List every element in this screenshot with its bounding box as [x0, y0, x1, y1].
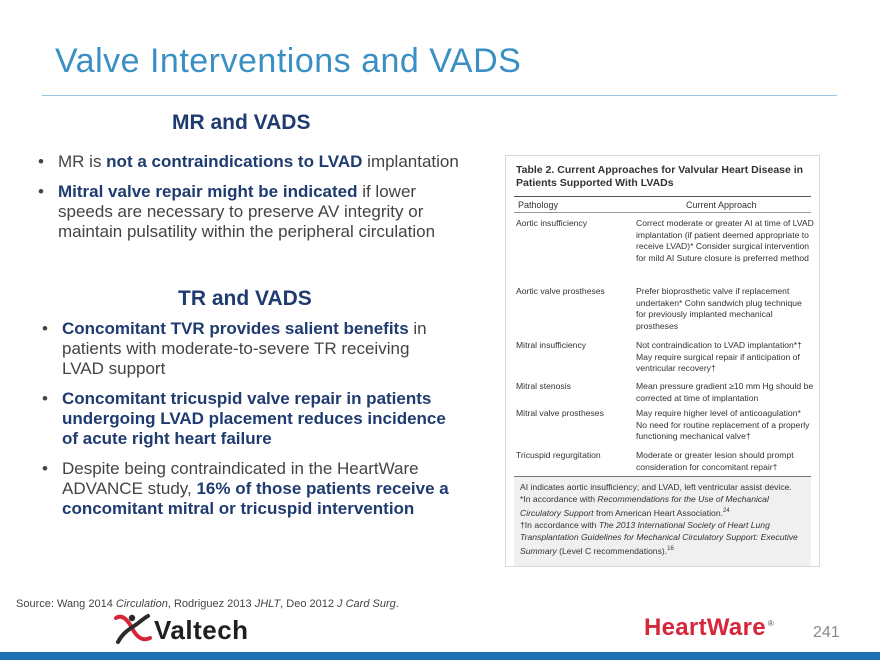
tr-bullet-2: • Concomitant tricuspid valve repair in patients undergoing LVAD placement reduces incidence of acute right heart failure — [38, 389, 453, 449]
slide-title: Valve Interventions and VADS — [55, 42, 522, 80]
table-header-rule — [514, 212, 811, 213]
source-citation: Source: Wang 2014 Circulation, Rodriguez 2013 JHLT, Deo 2012 J Card Surg. — [16, 598, 399, 610]
page-number: 241 — [813, 624, 840, 641]
table-col-pathology: Pathology — [518, 200, 559, 210]
tr-bullet-1: • Concomitant TVR provides salient benefits in patients with moderate-to-severe TR receiving LVAD support — [38, 319, 453, 379]
valve-table-figure: Table 2. Current Approaches for Valvular Heart Disease in Patients Supported With LVADs Pathology Current Approach Aortic insufficiency Correct moderate or greater AI at time of LVAD implantation (if patient deemed appropriate to receive LVAD)* Consider surgical intervention for mild AI Suture closure is preferred method Aortic valve prostheses Prefer bioprosthetic valve if replacement undertaken* Cohn sandwich plug technique for previously implanted mechanical prostheses Mitral insufficiency Not contraindication to LVAD implantation*† May require surgical repair if anticipation of ventricular recovery† Mitral stenosis Mean pressure gradient ≥10 mm Hg should be corrected at time of implantation Mitral valve prostheses May require higher level of anticoagulation* No need for routine replacement of a properly functioning mechanical valve† Tricuspid regurgitation Moderate or greater lesion should prompt consideration for concomitant repair† AI indicates aortic insufficiency; and LVAD, left ventricular assist device. *In accordance with Recommendations for the Use of Mechanical Circulatory Support from American Heart Association.$^{24}$ †In accordance with The 2013 International Society of Heart Lung Transplantation Guidelines for Mechanical Circulatory Support: Executive Summary (Level C recommendations).$^{16}$ — [505, 155, 820, 567]
tr-section-heading: TR and VADS — [178, 287, 312, 310]
footer-bar — [0, 652, 880, 660]
valtech-logo-icon — [112, 612, 154, 648]
mr-bullet-1: • MR is not a contraindications to LVAD implantation — [34, 152, 464, 172]
valtech-logo — [112, 612, 249, 648]
valtech-logo-text: Valtech — [154, 614, 249, 645]
mr-bullet-list — [34, 152, 464, 252]
table-footnotes — [514, 476, 811, 566]
table-top-rule — [514, 196, 811, 197]
footnote-abbrev: AI indicates aortic insufficiency; and LVAD, left ventricular assist device. — [520, 482, 792, 492]
footnote-dagger: †In accordance with The 2013 International Society of Heart Lung Transplantation Guidelines for Mechanical Circulatory Support: Executive Summary (Level C recommendations).$^{16}$ — [520, 519, 798, 556]
title-divider — [42, 95, 837, 96]
tr-bullet-3: • Despite being contraindicated in the HeartWare ADVANCE study, 16% of those patients receive a concomitant mitral or tricuspid intervention — [38, 459, 453, 519]
tr-bullet-list — [38, 319, 453, 529]
table-caption: Table 2. Current Approaches for Valvular Heart Disease in Patients Supported With LVADs — [516, 164, 804, 189]
footnote-star: *In accordance with Recommendations for the Use of Mechanical Circulatory Support from American Heart Association.$^{24}$ — [520, 494, 769, 518]
table-col-approach: Current Approach — [686, 200, 757, 210]
mr-bullet-2: • Mitral valve repair might be indicated if lower speeds are necessary to preserve AV integrity or maintain pulsatility within the peripheral circulation — [34, 182, 464, 242]
mr-section-heading: MR and VADS — [172, 111, 311, 134]
heartware-logo: HeartWare ® — [644, 614, 775, 641]
